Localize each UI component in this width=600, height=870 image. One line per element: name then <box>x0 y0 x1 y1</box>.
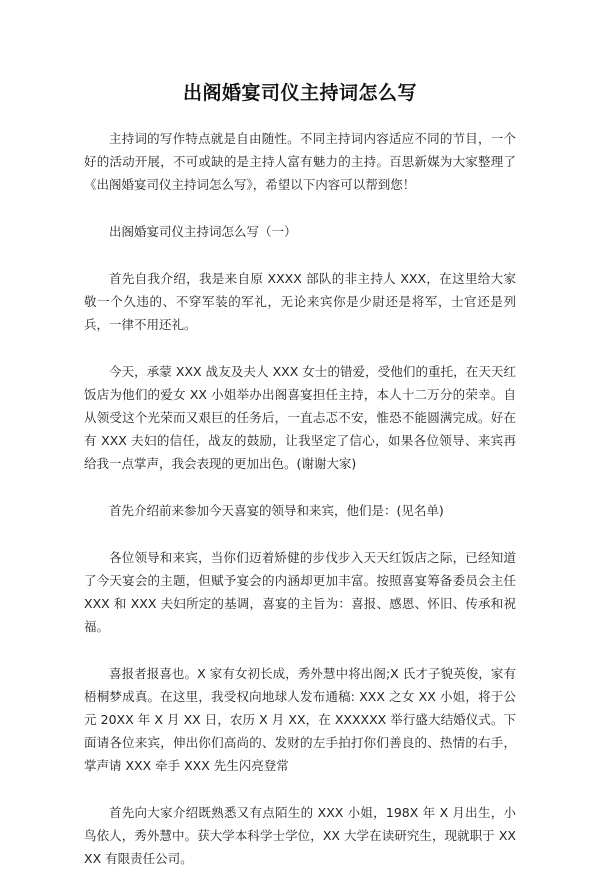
body-paragraph: 首先介绍前来参加今天喜宴的领导和来宾，他们是：(见名单) <box>109 503 444 518</box>
body-paragraph: 首先自我介绍，我是来自原 XXXX 部队的非主持人 XXX，在这里给大家敬一个久违的、不穿军装的军礼，无论来宾你是少尉还是将军，士官还是列兵，一律不用还礼。 <box>84 271 516 332</box>
body-paragraph: 喜报者报喜也。X 家有女初长成，秀外慧中将出阁;X 氏才子貌英俊，家有梧桐梦成真。在这里，我受权向地球人发布通稿: XXX 之女 XX 小姐，将于公元 20XX 年 X 月 XX 日，农历 X 月 XX，在 XXXXXX 举行盛大结婚仪式。下面请各位来宾，伸出你们高尚的、发财的左手拍打你们善良的、热情的右手，掌声请 XXX 牵手 XXX 先生闪亮登常 <box>84 666 516 773</box>
body-paragraph: 各位领导和来宾，当你们迈着矫健的步伐步入天天红饭店之际，已经知道了今天宴会的主题，但赋予宴会的内涵却更加丰富。按照喜宴筹备委员会主任 XXX 和 XXX 夫妇所定的基调，喜宴的主旨为：喜报、感恩、怀旧、传承和祝福。 <box>84 550 516 634</box>
section-heading: 出阁婚宴司仪主持词怎么写（一） <box>109 224 297 239</box>
intro-paragraph: 主持词的写作特点就是自由随性。不同主持词内容适应不同的节目，一个好的活动开展，不可或缺的是主持人富有魅力的主持。百思新媒为大家整理了《出阁婚宴司仪主持词怎么写》，希望以下内容可以帮到您！ <box>84 131 516 192</box>
body-paragraph: 首先向大家介绍既熟悉又有点陌生的 XXX 小姐，198X 年 X 月出生，小鸟依人，秀外慧中。获大学本科学士学位，XX 大学在读研究生，现就职于 XXXX 有限责任公司。 <box>84 805 516 866</box>
document-title: 出阁婚宴司仪主持词怎么写 <box>182 82 417 104</box>
body-paragraph: 今天，承蒙 XXX 战友及夫人 XXX 女士的错爱，受他们的重托，在天天红饭店为他们的爱女 XX 小姐举办出阁喜宴担任主持，本人十二万分的荣幸。自从领受这个光荣而又艰巨的任务后，一直忐忑不安，惟恐不能圆满完成。好在有 XXX 夫妇的信任，战友的鼓励，让我坚定了信心，如果各位领导、来宾再给我一点掌声，我会表现的更加出色。(谢谢大家) <box>84 364 516 471</box>
